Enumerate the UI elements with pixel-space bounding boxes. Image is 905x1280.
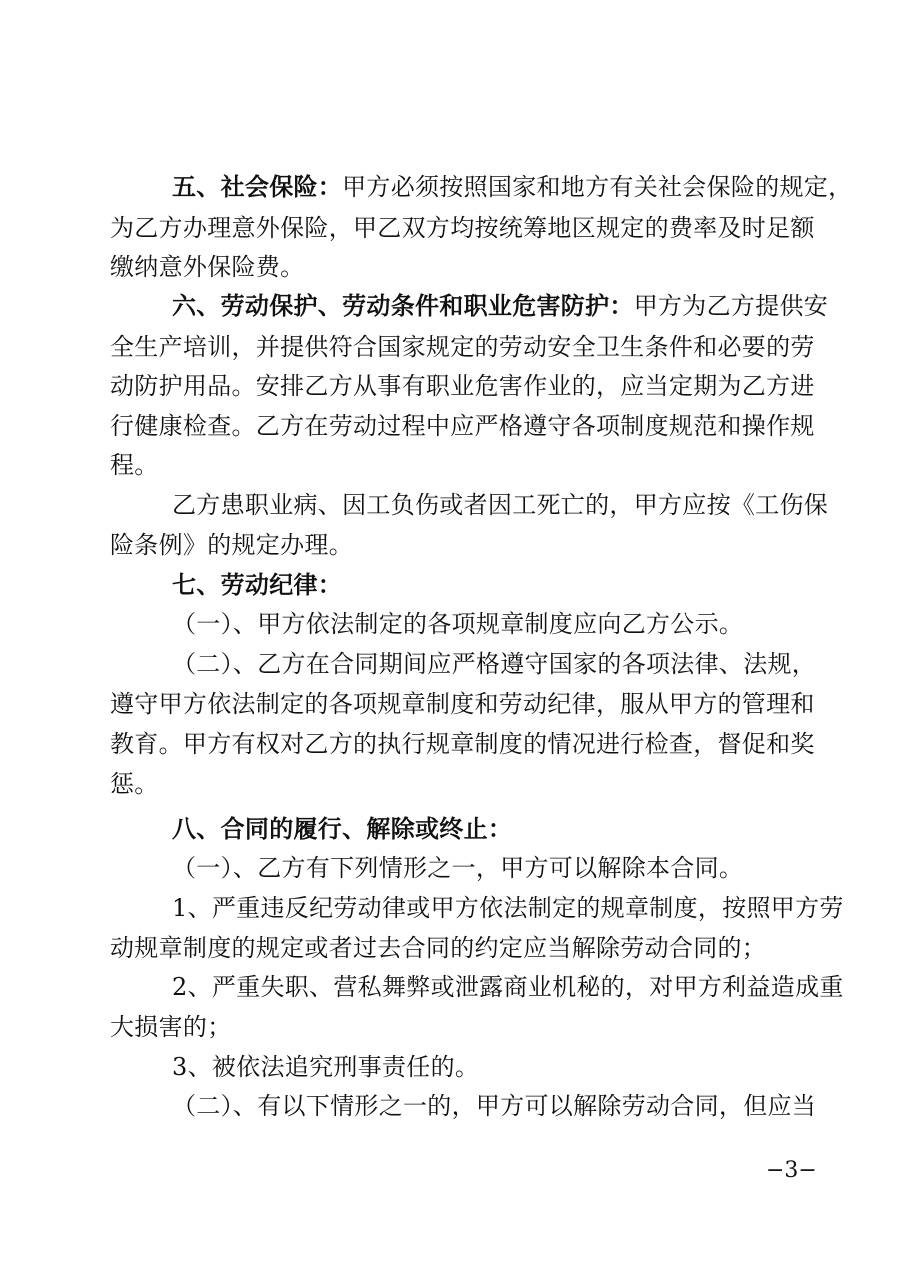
section-5-text: 甲方必须按照国家和地方有关社会保险的规定， (342, 173, 853, 201)
section-7-item-2-line-2: 遵守甲方依法制定的各项规章制度和劳动纪律，服从甲方的管理和 (110, 690, 815, 718)
section-7-item-2-line-1: （二）、乙方在合同期间应严格遵守国家的各项法律、法规， (172, 650, 817, 678)
section-8-item-2: （二）、有以下情形之一的，甲方可以解除劳动合同，但应当 (172, 1092, 817, 1120)
section-7-heading: 七、劳动纪律： (172, 570, 343, 599)
section-8-subitem-2-line-2: 大损害的； (110, 1013, 232, 1041)
section-5-line-3: 缴纳意外保险费。 (110, 253, 305, 281)
section-8-item-1: （一）、乙方有下列情形之一，甲方可以解除本合同。 (172, 854, 744, 882)
section-7-item-2-line-3: 教育。甲方有权对乙方的执行规章制度的情况进行检查，督促和奖 (110, 730, 815, 758)
section-6-text: 甲方为乙方提供安 (633, 292, 829, 320)
section-5-heading: 五、社会保险： (172, 172, 343, 201)
section-8-subitem-1-line-1: 1、严重违反纪劳动律或甲方依法制定的规章制度，按照甲方劳 (172, 894, 844, 922)
section-6-heading: 六、劳动保护、劳动条件和职业危害防护： (172, 291, 634, 320)
section-8-subitem-3: 3、被依法追究刑事责任的。 (172, 1053, 480, 1081)
section-7-item-1: （一）、甲方依法制定的各项规章制度应向乙方公示。 (172, 610, 744, 638)
section-6-line-5: 程。 (110, 451, 159, 479)
section-5-line-1 (172, 172, 852, 202)
page-number: −3− (766, 1158, 817, 1183)
section-6-line-3: 动防护用品。安排乙方从事有职业危害作业的，应当定期为乙方进 (110, 372, 815, 400)
section-8-subitem-2-line-1: 2、严重失职、营私舞弊或泄露商业机秘的，对甲方利益造成重 (172, 973, 844, 1001)
section-6-line-1 (172, 291, 828, 321)
section-8-heading: 八、合同的履行、解除或终止： (172, 814, 513, 843)
section-6-paragraph-2-line-2: 险条例》的规定办理。 (110, 531, 353, 559)
section-8-subitem-1-line-2: 动规章制度的规定或者过去合同的约定应当解除劳动合同的； (110, 934, 767, 962)
section-6-line-2: 全生产培训，并提供符合国家规定的劳动安全卫生条件和必要的劳 (110, 333, 815, 361)
section-6-line-4: 行健康检查。乙方在劳动过程中应严格遵守各项制度规范和操作规 (110, 412, 815, 440)
section-6-paragraph-2-line-1: 乙方患职业病、因工负伤或者因工死亡的，甲方应按《工伤保 (172, 491, 829, 519)
section-7-item-2-line-4: 惩。 (110, 770, 159, 798)
section-5-line-2: 为乙方办理意外保险，甲乙双方均按统筹地区规定的费率及时足额 (110, 214, 815, 242)
